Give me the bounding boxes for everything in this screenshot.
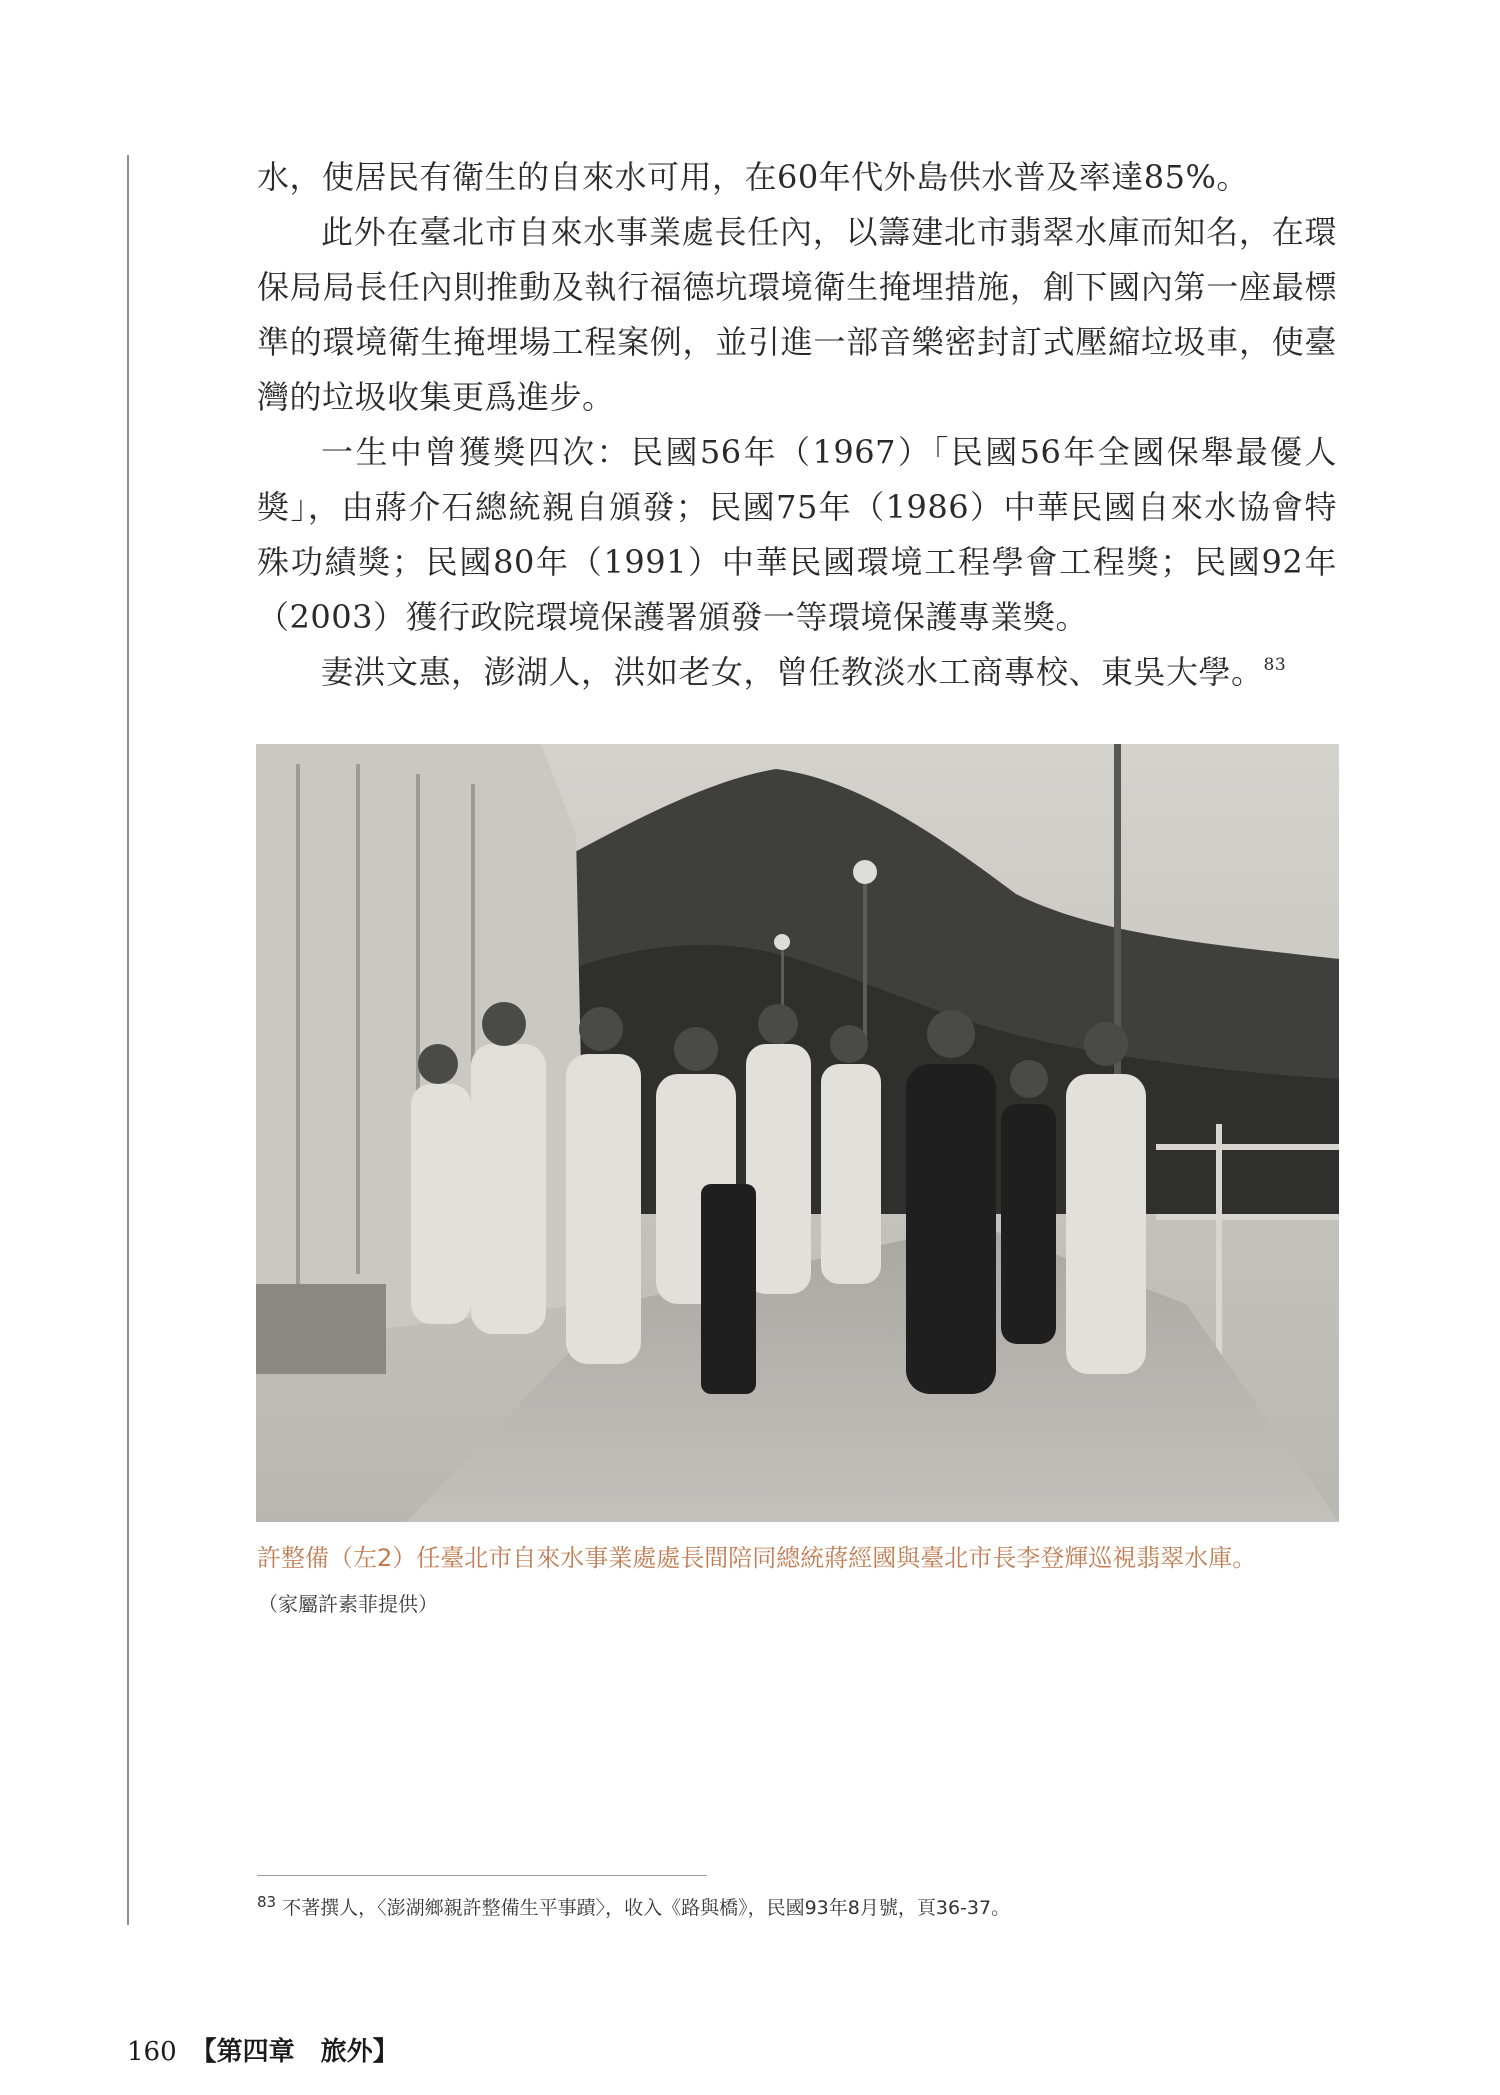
- page-footer: [127, 2031, 399, 2068]
- figure-credit: （家屬許素菲提供）: [258, 1592, 438, 1616]
- chapter-label: 【第四章 旅外】: [190, 2037, 399, 2067]
- paragraph-2: 此外在臺北市自來水事業處長任內，以籌建北市翡翠水庫而知名，在環保局局長任內則推動及執行福德坑環境衛生掩埋措施，創下國內第一座最標準的環境衛生掩埋場工程案例，並引進一部音樂密封訂式壓縮垃圾車，使臺灣的垃圾收集更爲進步。: [257, 213, 1337, 416]
- margin-rule: [127, 155, 129, 1925]
- footnote-number: 83: [257, 1893, 277, 1911]
- body-text: [257, 150, 1337, 700]
- paragraph-3: 一生中曾獲獎四次：民國56年（1967）「民國56年全國保舉最優人獎」，由蔣介石總統親自頒發；民國75年（1986）中華民國自來水協會特殊功績獎；民國80年（1991）中華民國環境工程學會工程獎；民國92年（2003）獲行政院環境保護署頒發一等環境保護專業獎。: [257, 433, 1337, 636]
- footnote-83: [257, 1893, 1337, 1920]
- footnote-text: 不著撰人，〈澎湖鄉親許整備生平事蹟〉，收入《路與橋》，民國93年8月號，頁36-37。: [282, 1897, 1011, 1919]
- footnote-ref-83[interactable]: 83: [1263, 655, 1287, 675]
- footnote-divider: [257, 1875, 707, 1876]
- photo-illustration: [256, 744, 1339, 1522]
- page-number: 160: [127, 2037, 177, 2067]
- paragraph-4-text: 妻洪文惠，澎湖人，洪如老女，曾任教淡水工商專校、東吳大學。: [321, 653, 1264, 691]
- figure-caption: 許整備（左2）任臺北市自來水事業處處長間陪同總統蔣經國與臺北市長李登輝巡視翡翠水庫。: [257, 1544, 1257, 1572]
- paragraph-1: 水，使居民有衛生的自來水可用，在60年代外島供水普及率達85%。: [257, 158, 1249, 196]
- historical-photo: [256, 744, 1339, 1522]
- paragraph-4: [257, 645, 1337, 700]
